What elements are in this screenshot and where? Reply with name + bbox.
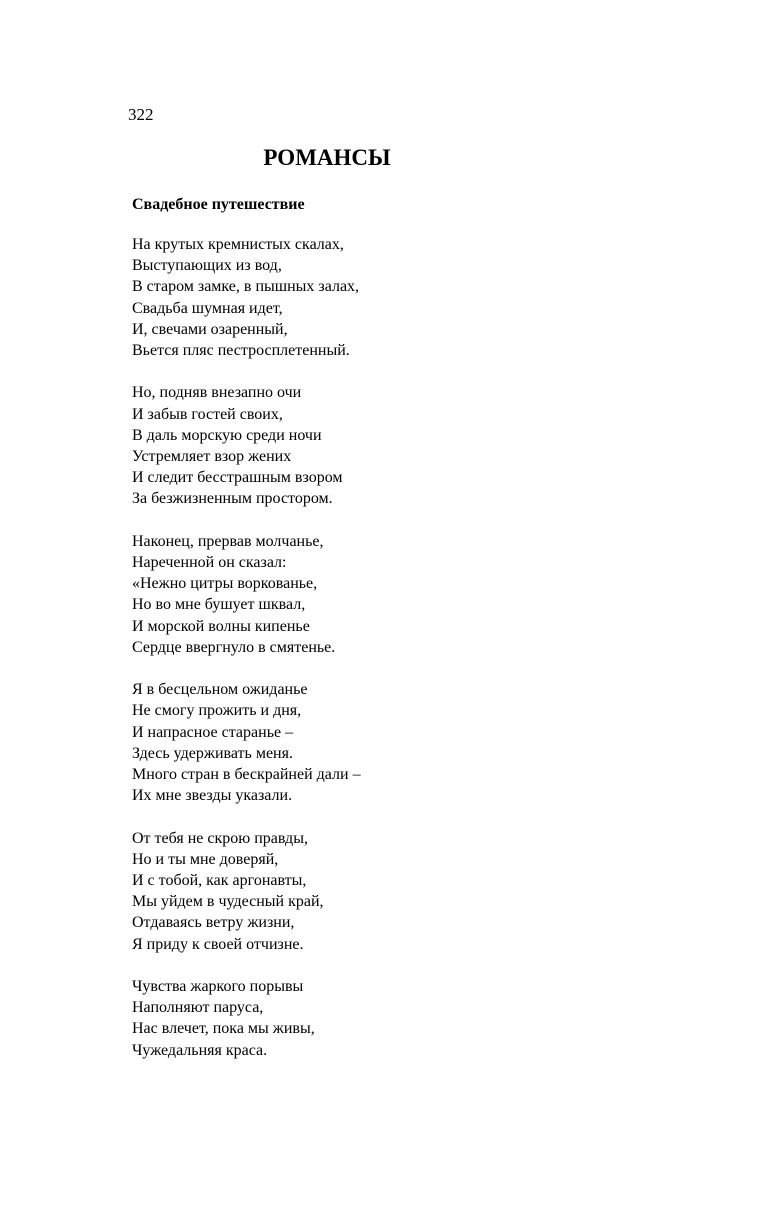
poem-line: Наконец, прервав молчанье, bbox=[132, 532, 324, 550]
poem-line: Чужедальняя краса. bbox=[132, 1041, 268, 1059]
poem-line: Нареченной он сказал: bbox=[132, 554, 287, 572]
poem-line: Их мне звезды указали. bbox=[132, 787, 293, 805]
poem-line: «Нежно цитры воркованье, bbox=[132, 575, 318, 593]
poem-line: Много стран в бескрайней дали – bbox=[132, 766, 361, 784]
poem-line: Нас влечет, пока мы живы, bbox=[132, 1020, 315, 1038]
section-title: РОМАНСЫ bbox=[263, 145, 391, 170]
poem-line: И забыв гостей своих, bbox=[132, 405, 283, 423]
poem-line: В даль морскую среди ночи bbox=[132, 426, 322, 444]
page-number: 322 bbox=[128, 105, 154, 124]
poem-title: Свадебное путешествие bbox=[132, 196, 305, 213]
poem-line: От тебя не скрою правды, bbox=[132, 829, 308, 847]
poem-line: Но, подняв внезапно очи bbox=[132, 384, 302, 402]
poem-line: И с тобой, как аргонавты, bbox=[132, 872, 307, 890]
stanza-5 bbox=[132, 828, 652, 955]
poem-line: И следит бесстрашным взором bbox=[132, 469, 343, 487]
poem-line: Чувства жаркого порывы bbox=[132, 978, 304, 996]
stanza-6 bbox=[132, 976, 652, 1061]
poem-line: Но и ты мне доверяй, bbox=[132, 850, 279, 868]
poem-line: Устремляет взор жених bbox=[132, 448, 292, 466]
poem-line: И, свечами озаренный, bbox=[132, 320, 288, 338]
poem-line: Сердце ввергнуло в смятенье. bbox=[132, 638, 336, 656]
poem-line: За безжизненным простором. bbox=[132, 490, 333, 508]
poem-line: Наполняют паруса, bbox=[132, 999, 264, 1017]
poem-line: В старом замке, в пышных залах, bbox=[132, 278, 360, 296]
poem-line: И морской волны кипенье bbox=[132, 617, 310, 635]
poem-body bbox=[132, 234, 652, 1082]
stanza-4 bbox=[132, 679, 652, 806]
poem-line: И напрасное старанье – bbox=[132, 723, 294, 741]
poem-line: Я в бесцельном ожиданье bbox=[132, 681, 308, 699]
poem-line: Мы уйдем в чудесный край, bbox=[132, 893, 324, 911]
poem-line: Не смогу прожить и дня, bbox=[132, 702, 302, 720]
stanza-3 bbox=[132, 531, 652, 658]
poem-line: Но во мне бушует шквал, bbox=[132, 596, 306, 614]
poem-line: Выступающих из вод, bbox=[132, 257, 282, 275]
poem-line: Свадьба шумная идет, bbox=[132, 299, 283, 317]
poem-line: На крутых кремнистых скалах, bbox=[132, 236, 344, 253]
poem-line: Отдаваясь ветру жизни, bbox=[132, 914, 295, 932]
poem-line: Вьется пляс пестросплетенный. bbox=[132, 342, 350, 360]
stanza-1 bbox=[132, 234, 652, 361]
stanza-2 bbox=[132, 382, 652, 509]
poem-line: Здесь удерживать меня. bbox=[132, 744, 293, 762]
poem-line: Я приду к своей отчизне. bbox=[132, 935, 304, 953]
